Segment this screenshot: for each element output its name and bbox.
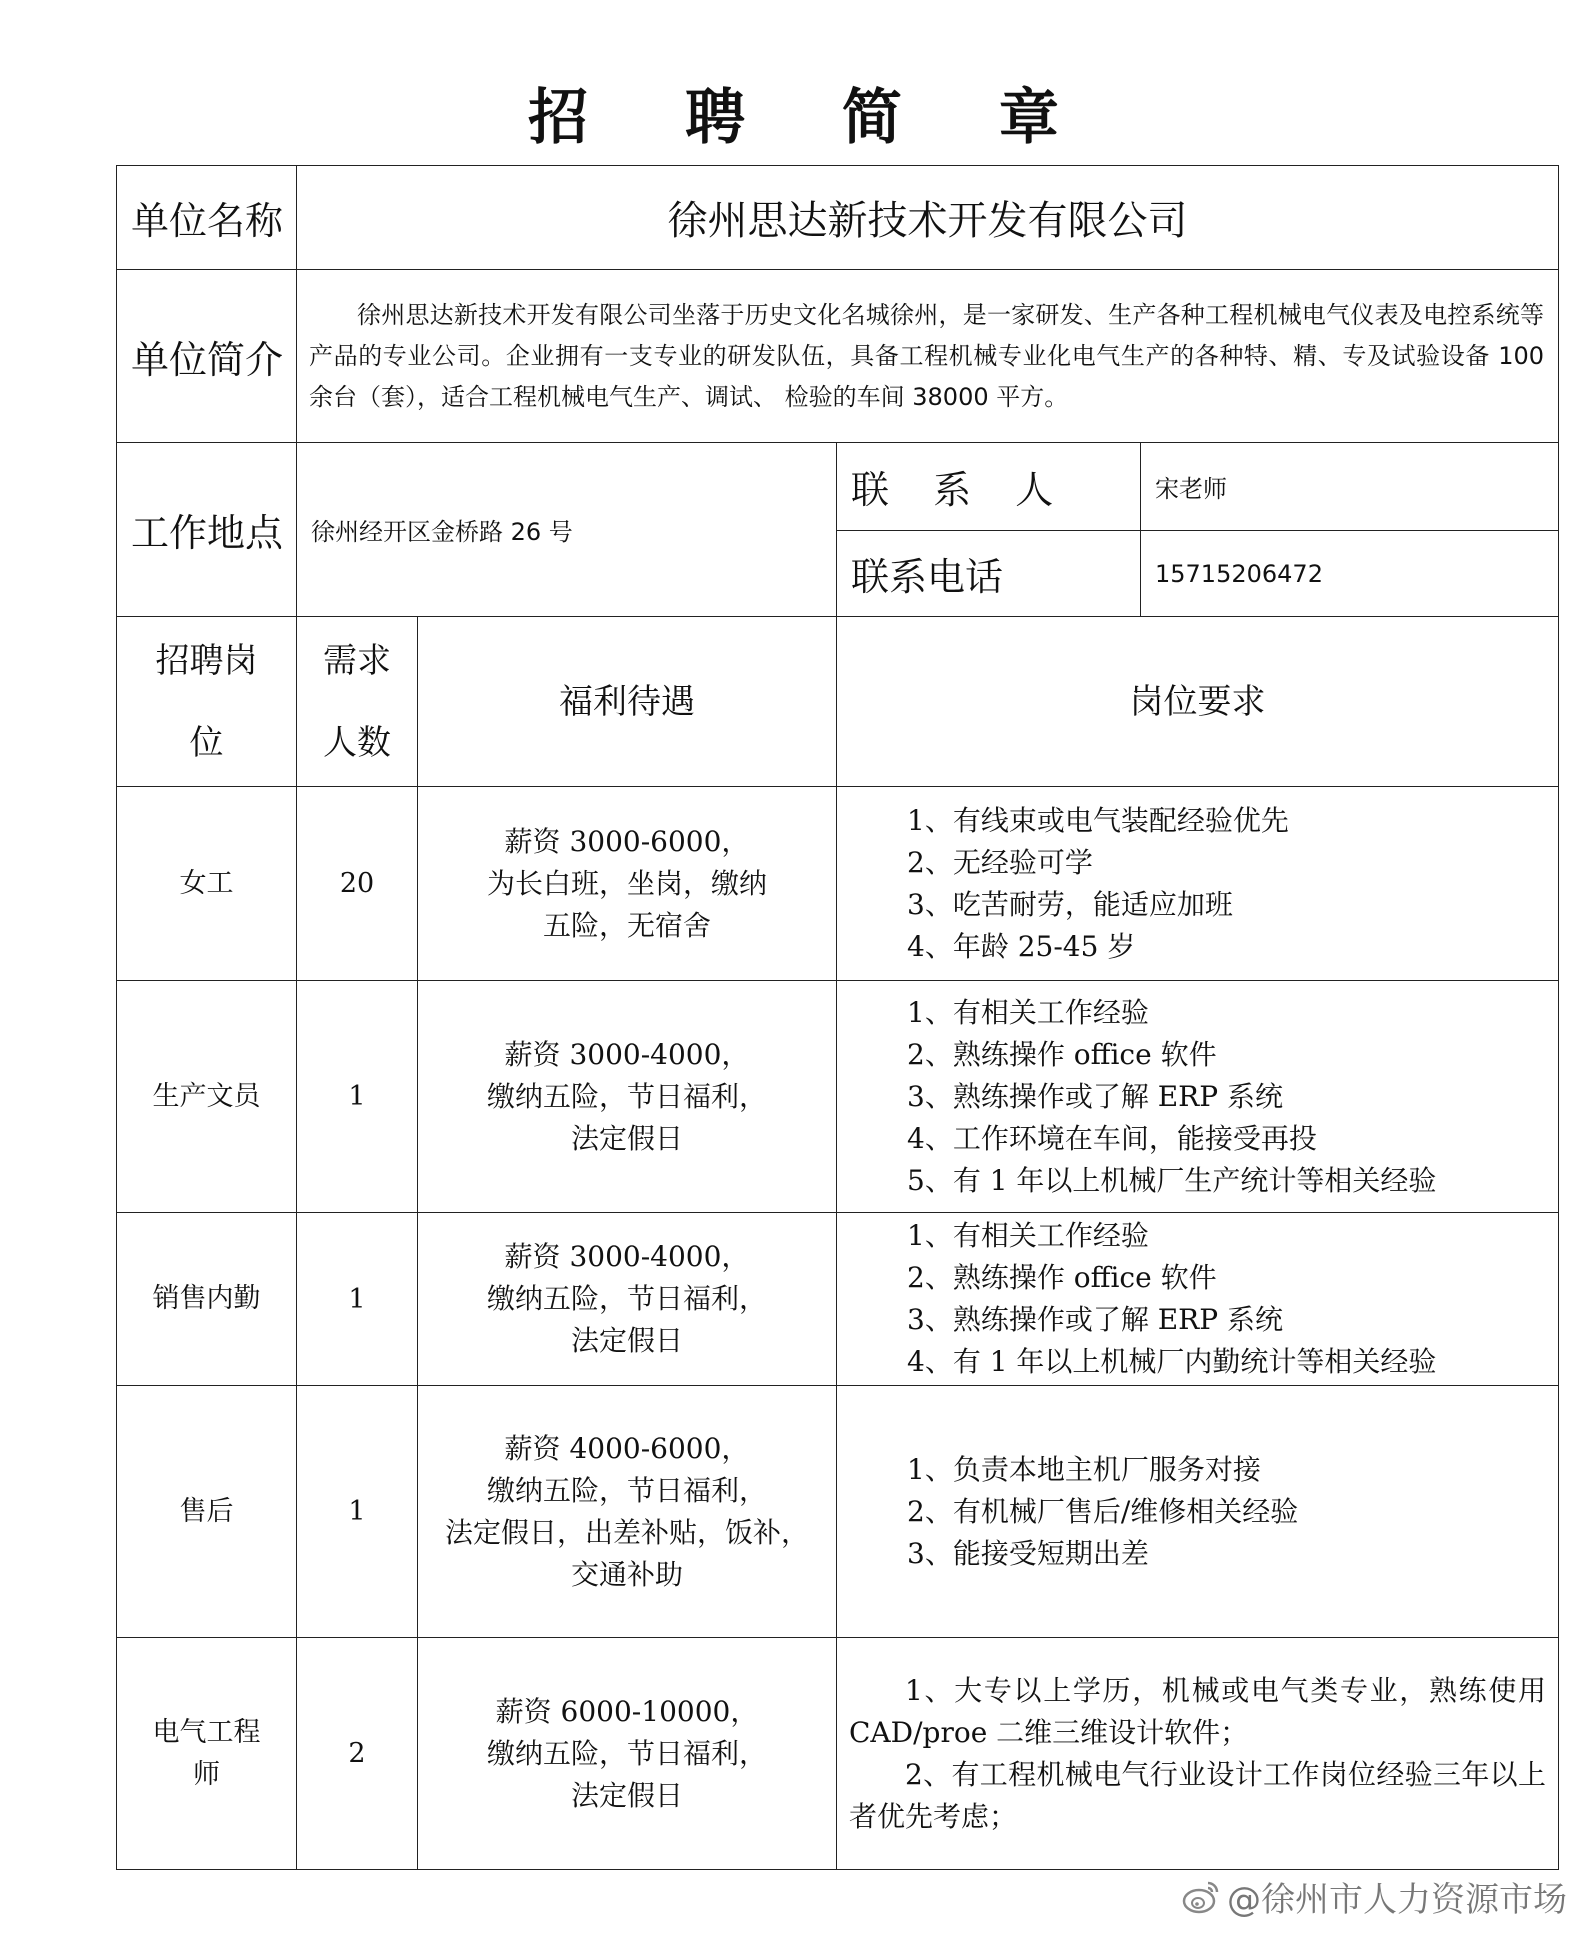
job-row (117, 1638, 1559, 1870)
job-count: 1 (297, 1386, 418, 1638)
location-value: 徐州经开区金桥路 26 号 (297, 443, 837, 617)
job-count: 20 (297, 787, 418, 981)
contact-label: 联 系 人 (837, 443, 1141, 531)
job-benefits: 薪资 3000-4000， 缴纳五险，节日福利， 法定假日 (418, 1213, 837, 1386)
jobs-header-row (117, 617, 1559, 787)
recruitment-table (116, 165, 1559, 1870)
company-intro-row (117, 270, 1559, 443)
header-requirements: 岗位要求 (837, 617, 1559, 787)
job-row (117, 1213, 1559, 1386)
header-benefits: 福利待遇 (418, 617, 837, 787)
watermark (1181, 1872, 1567, 1921)
page-title: 招 聘 简 章 (528, 83, 1097, 153)
company-intro-text: 徐州思达新技术开发有限公司坐落于历史文化名城徐州，是一家研发、生产各种工程机械电气仪表及电控系统等产品的专业公司。企业拥有一支专业的研发队伍，具备工程机械专业化电气生产的各种特、精、专及试验设备 100 余台（套），适合工程机械电气生产、调试、 检验的车间 38000 平方。 (309, 300, 1544, 411)
company-intro-cell (297, 270, 1559, 443)
job-count: 1 (297, 1213, 418, 1386)
phone-value: 15715206472 (1141, 531, 1559, 617)
job-count: 2 (297, 1638, 418, 1870)
job-requirements: 1、有相关工作经验 2、熟练操作 office 软件 3、熟练操作或了解 ERP 系统 4、工作环境在车间，能接受再投 5、有 1 年以上机械厂生产统计等相关经验 (837, 981, 1559, 1213)
company-name-row (117, 166, 1559, 270)
job-position: 电气工程 师 (117, 1638, 297, 1870)
job-benefits: 薪资 3000-4000， 缴纳五险，节日福利， 法定假日 (418, 981, 837, 1213)
weibo-icon (1181, 1877, 1221, 1917)
job-benefits: 薪资 4000-6000， 缴纳五险，节日福利， 法定假日，出差补贴，饭补， 交通补助 (418, 1386, 837, 1638)
contact-row (117, 443, 1559, 531)
header-position: 招聘岗 位 (117, 617, 297, 787)
job-position: 售后 (117, 1386, 297, 1638)
job-benefits: 薪资 6000-10000， 缴纳五险，节日福利， 法定假日 (418, 1638, 837, 1870)
watermark-text: @徐州市人力资源市场 (1227, 1880, 1567, 1920)
job-requirements: 1、有线束或电气装配经验优先 2、无经验可学 3、吃苦耐劳，能适应加班 4、年龄 25-45 岁 (837, 787, 1559, 981)
company-intro-label: 单位简介 (117, 270, 297, 443)
job-requirements: 1、大专以上学历，机械或电气类专业，熟练使用 CAD/proe 二维三维设计软件； 2、有工程机械电气行业设计工作岗位经验三年以上者优先考虑； (837, 1638, 1559, 1870)
company-name-label: 单位名称 (117, 166, 297, 270)
location-label: 工作地点 (117, 443, 297, 617)
job-requirements: 1、有相关工作经验 2、熟练操作 office 软件 3、熟练操作或了解 ERP 系统 4、有 1 年以上机械厂内勤统计等相关经验 (837, 1213, 1559, 1386)
header-count: 需求 人数 (297, 617, 418, 787)
job-row (117, 1386, 1559, 1638)
job-position: 女工 (117, 787, 297, 981)
contact-value: 宋老师 (1141, 443, 1559, 531)
company-name: 徐州思达新技术开发有限公司 (297, 166, 1559, 270)
phone-label: 联系电话 (837, 531, 1141, 617)
job-requirements: 1、负责本地主机厂服务对接 2、有机械厂售后/维修相关经验 3、能接受短期出差 (837, 1386, 1559, 1638)
job-position: 销售内勤 (117, 1213, 297, 1386)
job-row (117, 981, 1559, 1213)
job-count: 1 (297, 981, 418, 1213)
job-row (117, 787, 1559, 981)
job-position: 生产文员 (117, 981, 297, 1213)
job-benefits: 薪资 3000-6000， 为长白班，坐岗，缴纳 五险，无宿舍 (418, 787, 837, 981)
